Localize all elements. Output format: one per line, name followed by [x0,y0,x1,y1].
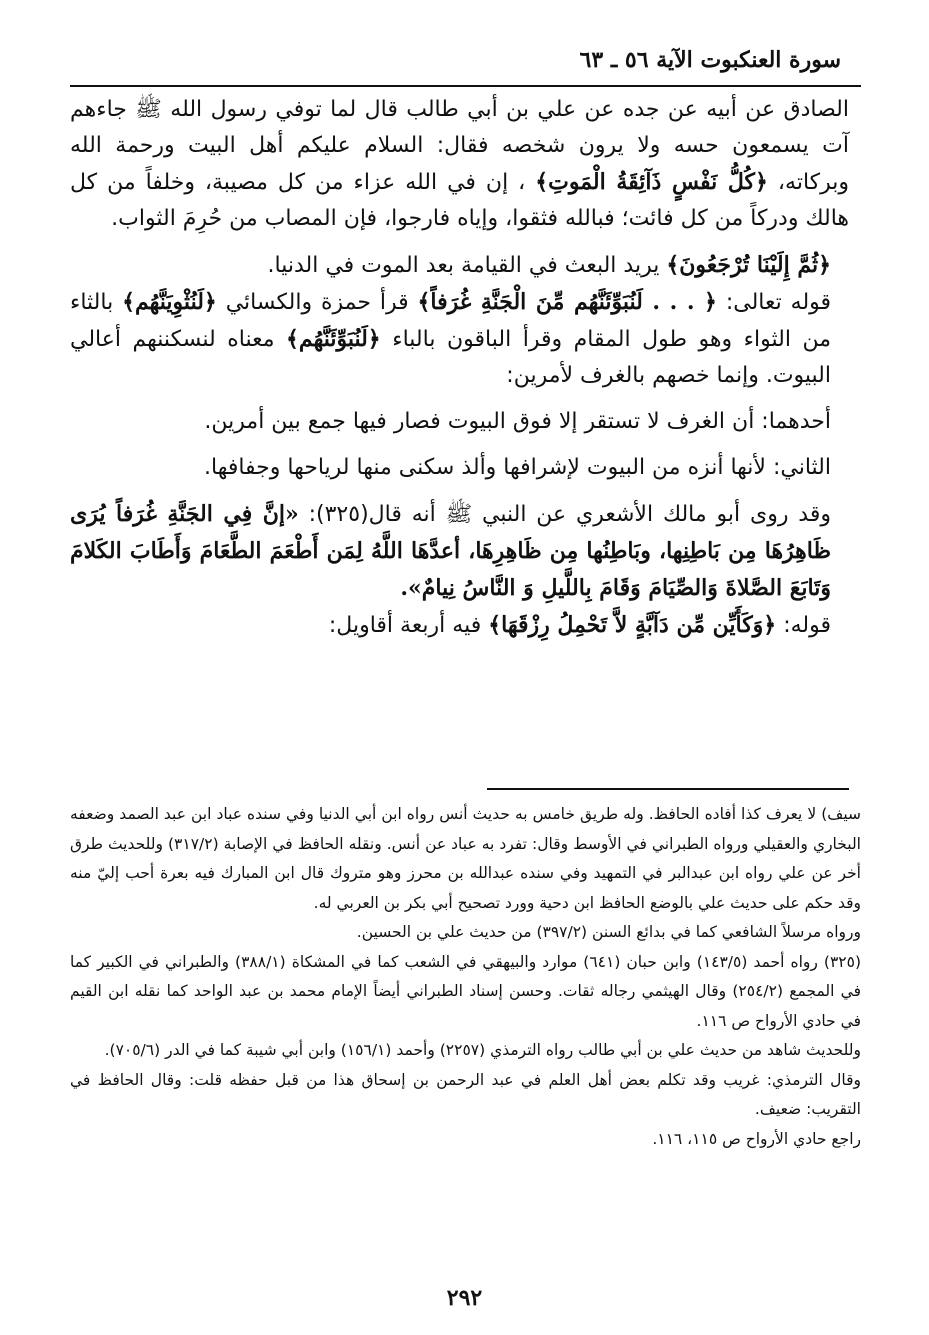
running-head: سورة العنكبوت الآية ٥٦ ـ ٦٣ [579,47,841,73]
footnote-line: وقال الترمذي: غريب وقد تكلم بعض أهل العلم في عبد الرحمن بن إسحاق هذا من قبل حفظه قلت: وقال الحافظ في التقريب: ضعيف. [70,1070,861,1118]
footnote-continued: سيف) لا يعرف كذا أفاده الحافظ. وله طريق خامس به حديث أنس رواه ابن أبي الدنيا وفي سنده عباد ابن عبد الصمد وضعفه البخاري والعقيلي ورواه الطبراني في الأوسط وقال: تفرد به عباد عن أنس. ونقله الحافظ في الإصابة (٣١٧/٢) وللحديث طرق أخر عن علي رواه ابن عبدالبر في التمهيد وفي سنده عبدالله بن محرز وهو متروك قال ابن المبارك فيه بعرة أحب إليّ منه وقد حكم على حديث علي بالوضع الحافظ ابن دحية وورد تصحيح أبي بكر بن العربي له. [70,805,861,912]
paragraph-2-text: يريد البعث في القيامة بعد الموت في الدنيا. [267,253,660,278]
footnote-325: (٣٢٥) رواه أحمد (١٤٣/٥) وابن حبان (٦٤١) موارد والبيهقي في الشعب كما في المشكاة (٣٨٨/١) والطبراني في الكبير كما في المجمع (٢٥٤/٢) وقال الهيثمي رجاله ثقات. وحسن إسناد الطبراني أيضاً الإمام محمد بن عبد الواحد كما نقله ابن القيم في حادي الأرواح ص ١١٦. [70,952,862,1030]
quran-verse: ﴿ . . . لَنُبَوِّئَنَّهُم مِّنَ الْجَنَّةِ غُرَفاً﴾ [417,289,717,315]
quran-verse: ﴿لَنُبَوِّئَنَّهُم﴾ [286,326,381,352]
main-text [70,92,849,644]
footnote-rule [487,788,849,790]
footnotes [70,800,861,1154]
hadith-text: «إنَّ فِي الجَنَّةِ غُرَفاً يُرَى ظَاهِرُهَا مِن بَاطِنِها، وبَاطِنُها مِن ظَاهِرِهَا، أعدَّهَا اللَّهُ لِمَن أَطْعَمَ الطَّعَامَ وَأَطَابَ الكَلامَ وَتَابَعَ الصَّلاةَ وَالصِّيَامَ وَقَامَ بِاللَّيلِ وَ النَّاسُ نِيامٌ». [70,501,831,601]
paragraph-3 [70,284,849,394]
paragraph-3-intro: قوله تعالى: [725,290,832,315]
paragraph-7-text: فيه أربعة أقاويل: [328,613,482,638]
paragraph-2 [70,247,849,284]
paragraph-5: الثاني: لأنها أنزه من البيوت لإشرافها وألذ سكنى منها لرياحها وجفافها. [204,455,831,480]
paragraph-6 [70,496,849,607]
paragraph-3-text: بالثاء من الثواء وهو طول المقام وقرأ الباقون بالباء [70,290,831,352]
footnote-line: راجع حادي الأرواح ص ١١٥، ١١٦. [652,1129,861,1148]
paragraph-4: أحدهما: أن الغرف لا تستقر إلا فوق البيوت فصار فيها جمع بين أمرين. [204,409,831,434]
paragraph-3-text-end: معناه لنسكننهم أعالي البيوت. وإنما خصهم بالغرف لأمرين: [70,327,831,388]
quran-verse: ﴿وَكَأَيِّن مِّن دَآبَّةٍ لاَّ تَحْمِلُ رِزْقَهَا﴾ [488,612,777,638]
paragraph-1-text: الصادق عن أبيه عن جده عن علي بن أبي طالب قال لما توفي رسول الله ﷺ جاءهم آت يسمعون حسه ولا يرون شخصه فقال: السلام عليكم أهل البيت ورحمة الله وبركاته، [70,97,850,195]
paragraph-7 [70,607,849,644]
quran-verse: ﴿كُلُّ نَفْسٍ ذَآئِقَةُ الْمَوتِ﴾ [535,169,768,195]
paragraph-3-text: قرأ حمزة والكسائي [225,290,409,315]
header-rule [70,85,861,87]
quran-verse: ﴿لَنُثْوِيَنَّهُم﴾ [122,289,217,315]
page-number: ٢٩٢ [446,1285,483,1311]
paragraph-7-intro: قوله: [783,613,831,638]
paragraph-6-intro: وقد روى أبو مالك الأشعري عن النبي ﷺ أنه قال(٣٢٥): [308,502,831,527]
paragraph-1 [70,92,849,237]
quran-verse: ﴿ثُمَّ إِلَيْنَا تُرْجَعُونَ﴾ [666,252,831,278]
footnote-line: ورواه مرسلاً الشافعي كما في بدائع السنن (٣٩٧/٢) من حديث علي بن الحسين. [356,923,861,941]
paragraph-1-text-end: ، إن في الله عزاء من كل مصيبة، وخلفاً من كل هالك ودركاً من كل فائت؛ فبالله فثقوا، وإياه فارجوا، فإن المصاب من حُرِمَ الثواب. [70,170,849,231]
footnote-line: وللحديث شاهد من حديث علي بن أبي طالب رواه الترمذي (٢٢٥٧) وأحمد (١٥٦/١) وابن أبي شيبة كما في الدر (٧٠٥/٦). [104,1041,861,1059]
